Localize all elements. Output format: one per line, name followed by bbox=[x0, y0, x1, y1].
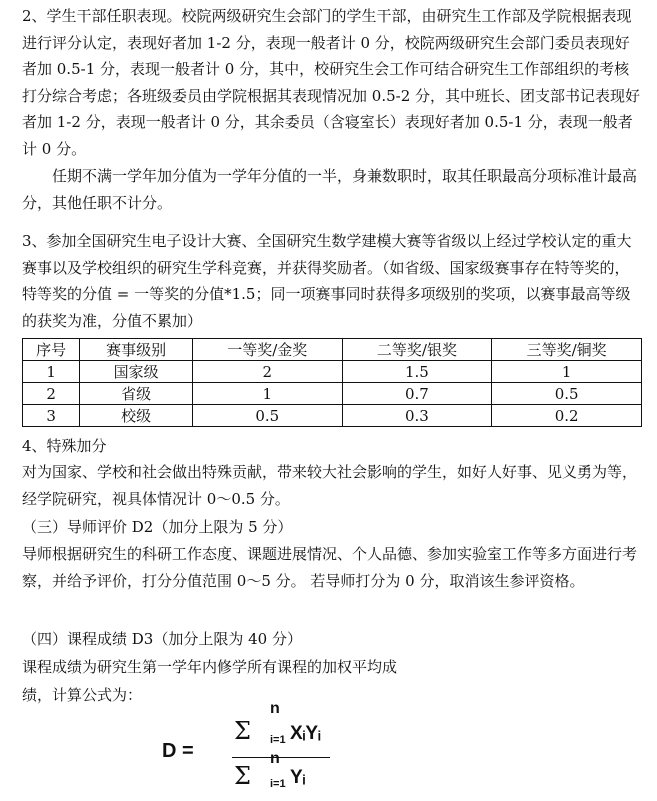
formula-index-numerator: i=1 bbox=[270, 734, 286, 746]
table-row bbox=[23, 361, 642, 383]
heading-course-grades: （四）课程成绩 D3（加分上限为 40 分） bbox=[22, 630, 302, 648]
table-header-row bbox=[23, 339, 642, 361]
table-cell: 0.3 bbox=[342, 405, 492, 427]
sigma-symbol: Σ bbox=[234, 762, 251, 790]
formula-denominator: Yᵢ bbox=[290, 767, 306, 788]
paragraph-course-grades: 课程成绩为研究生第一学年内修学所有课程的加权平均成 bbox=[22, 658, 398, 676]
table-cell: 2 bbox=[192, 361, 342, 383]
table-cell: 0.2 bbox=[492, 405, 642, 427]
header-cell: 赛事级别 bbox=[80, 339, 193, 361]
table-cell: 1.5 bbox=[342, 361, 492, 383]
header-cell: 三等奖/铜奖 bbox=[492, 339, 642, 361]
table-cell: 省级 bbox=[80, 383, 193, 405]
table-cell: 3 bbox=[23, 405, 80, 427]
formula-upper-limit-numerator: n bbox=[270, 700, 280, 717]
formula-upper-limit-denominator: n bbox=[270, 750, 280, 767]
table-cell: 0.7 bbox=[342, 383, 492, 405]
table-cell: 国家级 bbox=[80, 361, 193, 383]
sigma-symbol: Σ bbox=[234, 717, 251, 745]
header-cell: 二等奖/银奖 bbox=[342, 339, 492, 361]
formula-lhs: D = bbox=[162, 740, 194, 762]
award-score-table bbox=[22, 338, 642, 427]
formula-index-denominator: i=1 bbox=[270, 778, 286, 790]
weighted-average-formula bbox=[162, 700, 402, 795]
table-cell: 1 bbox=[23, 361, 80, 383]
table-row bbox=[23, 405, 642, 427]
table-cell: 1 bbox=[192, 383, 342, 405]
table-cell: 校级 bbox=[80, 405, 193, 427]
paragraph-term-rule: 任期不满一学年加分值为一学年分值的一半，身兼数职时，取其任职最高分项标准计最高分，其他任职不计分。 bbox=[22, 167, 638, 212]
table-cell: 0.5 bbox=[192, 405, 342, 427]
paragraph-formula-intro: 绩，计算公式为： bbox=[22, 686, 143, 704]
header-cell: 序号 bbox=[23, 339, 80, 361]
table-row bbox=[23, 383, 642, 405]
table-cell: 2 bbox=[23, 383, 80, 405]
paragraph-student-cadre: 2、学生干部任职表现。校院两级研究生会部门的学生干部，由研究生工作部及学院根据表现进行评分认定，表现好者加 1-2 分，表现一般者计 0 分，校院两级研究生会部门委员表现好者加 0.5-1 分，表现一般者计 0 分，其中，校研究生会工作可结合研究生工作部组织的考核打分综合考虑；各班级委员由学院根据其表现情况加 0.5-2 分，其中班长、团支部书记表现好者加 1-2 分，表现一般者计 0 分，其余委员（含寝室长）表现好者加 0.5-1 分，表现一般者计 0 分。 bbox=[22, 7, 641, 158]
paragraph-competition: 3、参加全国研究生电子设计大赛、全国研究生数学建模大赛等省级以上经过学校认定的重大赛事以及学校组织的研究生学科竞赛，并获得奖励者。（如省级、国家级赛事存在特等奖的，特等奖的分值 = 一等奖的分值*1.5；同一项赛事同时获得多项级别的奖项，以赛事最高等级的获奖为准，分值不累加） bbox=[22, 232, 632, 330]
formula-numerator: XᵢYᵢ bbox=[290, 723, 321, 744]
paragraph-special-bonus: 对为国家、学校和社会做出特殊贡献，带来较大社会影响的学生，如好人好事、见义勇为等，经学院研究，视具体情况计 0～0.5 分。 bbox=[22, 463, 638, 508]
table-cell: 1 bbox=[492, 361, 642, 383]
heading-advisor-evaluation: （三）导师评价 D2（加分上限为 5 分） bbox=[22, 518, 293, 536]
table-cell: 0.5 bbox=[492, 383, 642, 405]
fraction-bar bbox=[232, 757, 330, 758]
paragraph-advisor-evaluation: 导师根据研究生的科研工作态度、课题进展情况、个人品德、参加实验室工作等多方面进行考察，并给予评价，打分分值范围 0～5 分。 若导师打分为 0 分，取消该生参评资格。 bbox=[22, 545, 638, 590]
header-cell: 一等奖/金奖 bbox=[192, 339, 342, 361]
heading-special-bonus: 4、特殊加分 bbox=[22, 437, 107, 455]
